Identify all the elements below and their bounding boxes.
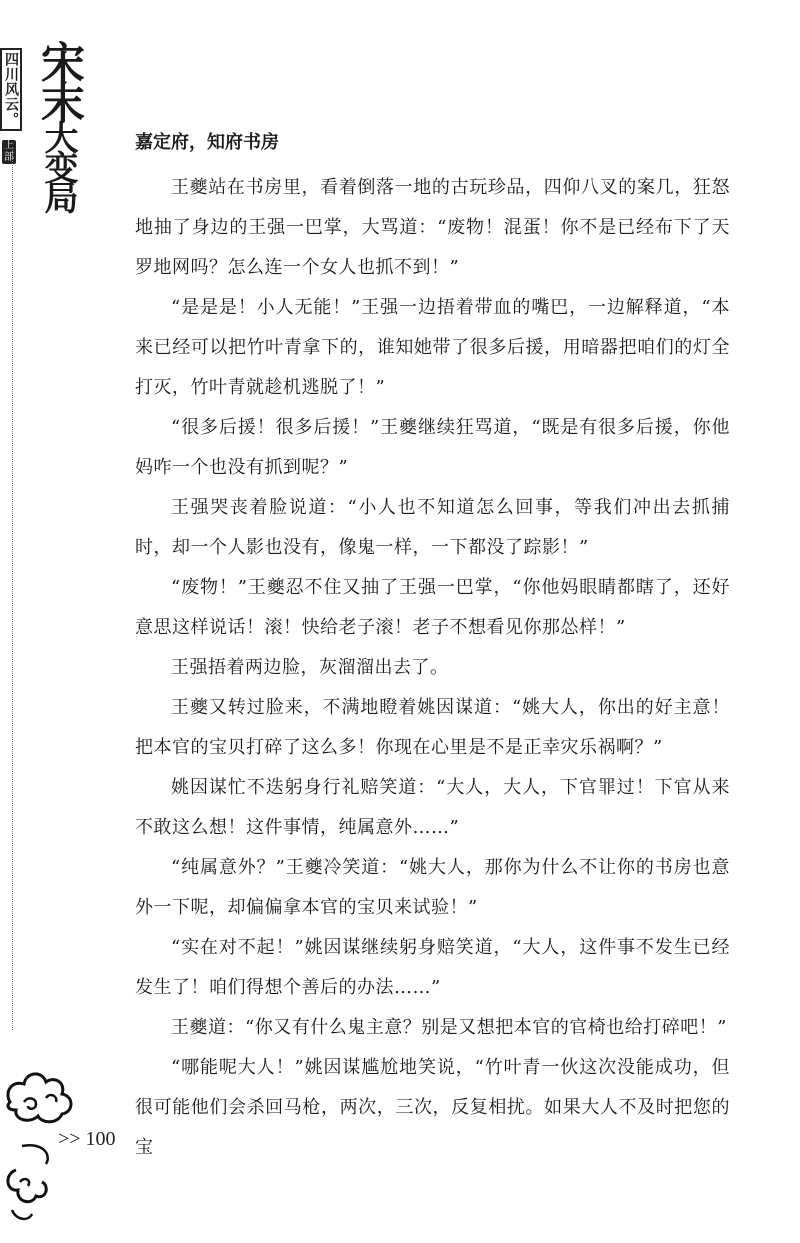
paragraph: “哪能呢大人！”姚因谋尴尬地笑说，“竹叶青一伙这次没能成功，但很可能他们会杀回马枪，两次，三次，反复相扰。如果大人不及时把您的宝	[135, 1057, 730, 1158]
cloud-ornament-lower-icon	[2, 1140, 62, 1230]
book-title-line-2: 大变局	[38, 120, 78, 210]
volume-tag: 上部	[4, 140, 14, 163]
left-margin-decoration	[0, 0, 90, 1243]
paragraph: “纯属意外？”王夔冷笑道：“姚大人，那你为什么不让你的书房也意外一下呢，却偏偏拿本官的宝贝来试验！”	[135, 857, 730, 918]
page-number: >> 100	[58, 1128, 116, 1150]
dotted-divider	[12, 150, 13, 1030]
series-text: 四川风云	[3, 52, 19, 112]
paragraph: 王强哭丧着脸说道：“小人也不知道怎么回事，等我们冲出去抓捕时，却一个人影也没有，像鬼一样，一下都没了踪影！”	[135, 497, 730, 558]
series-suffix: 。	[3, 112, 19, 127]
paragraph: 王夔站在书房里，看着倒落一地的古玩珍品，四仰八叉的案几，狂怒地抽了身边的王强一巴掌，大骂道：“废物！混蛋！你不是已经布下了天罗地网吗？怎么连一个女人也抓不到！”	[135, 177, 730, 278]
paragraph: “是是是！小人无能！”王强一边捂着带血的嘴巴，一边解释道，“本来已经可以把竹叶青拿下的，谁知她带了很多后援，用暗器把咱们的灯全打灭，竹叶青就趁机逃脱了！”	[135, 297, 730, 398]
paragraph: 王夔又转过脸来，不满地瞪着姚因谋道：“姚大人，你出的好主意！把本官的宝贝打碎了这么多！你现在心里是不是正幸灾乐祸啊？”	[135, 697, 730, 758]
paragraph: “废物！”王夔忍不住又抽了王强一巴掌，“你他妈眼睛都瞎了，还好意思这样说话！滚！快给老子滚！老子不想看见你那怂样！”	[135, 577, 730, 638]
paragraph: “很多后援！很多后援！”王夔继续狂骂道，“既是有很多后援，你他妈咋一个也没有抓到呢？”	[135, 417, 730, 478]
paragraph: 王夔道：“你又有什么鬼主意？别是又想把本官的官椅也给打碎吧！”	[171, 1017, 727, 1038]
paragraph: 姚因谋忙不迭躬身行礼赔笑道：“大人，大人，下官罪过！下官从来不敢这么想！这件事情，纯属意外……”	[135, 777, 730, 838]
cloud-ornament-icon	[2, 1062, 82, 1132]
page-body	[135, 128, 730, 1168]
series-label	[0, 48, 22, 131]
section-heading: 嘉定府，知府书房	[135, 132, 279, 153]
paragraph: 王强捂着两边脸，灰溜溜出去了。	[171, 657, 449, 678]
book-title	[20, 40, 84, 210]
paragraph: “实在对不起！”姚因谋继续躬身赔笑道，“大人，这件事不发生已经发生了！咱们得想个善后的办法……”	[135, 937, 730, 998]
book-title-line-1: 宋末	[33, 40, 84, 120]
